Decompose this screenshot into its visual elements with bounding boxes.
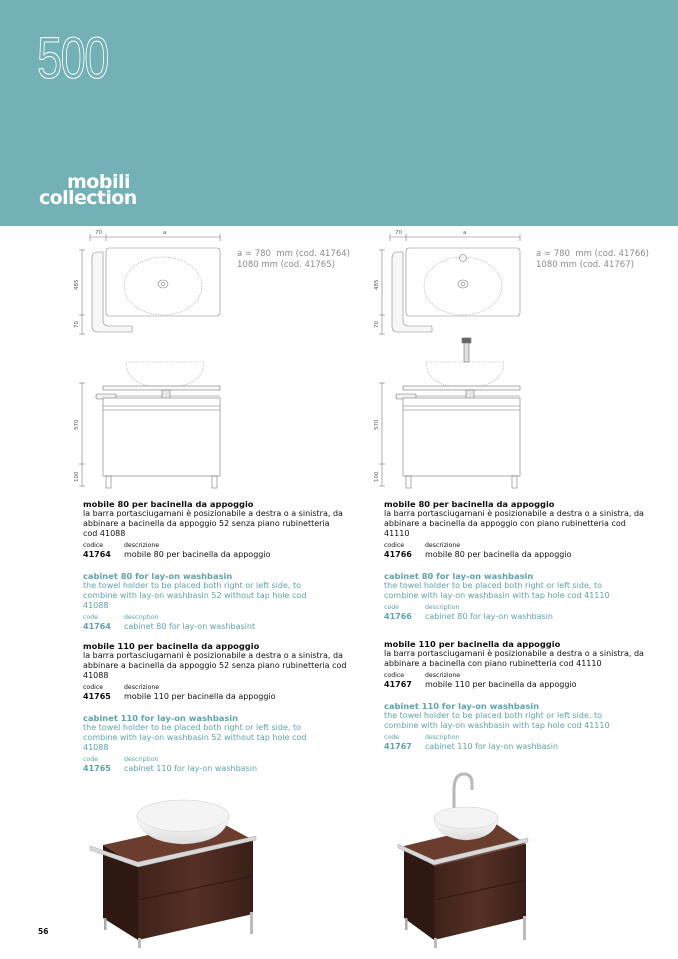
code-label: codice [384,542,405,549]
product-description: the towel holder to be placed both right or left side, to combine with lay-on washbasin with tap hole cod 41110 [384,711,610,730]
dim-label-top-2: a [163,230,167,236]
dim-label-side-3: 570 [74,419,80,430]
brand-logo [39,171,137,210]
description-label: descrizione [425,672,461,679]
product-title: cabinet 80 for lay-on washbasin [83,571,233,581]
product-code-description: mobile 110 per bacinella da appoggio [425,680,577,689]
product-description: la barra portasciugamani è posizionabile a destra o a sinistra, da abbinare a bacinella da appoggio con piano rubinetteria cod 41110 [384,509,644,538]
product-code-description: mobile 80 per bacinella da appoggio [425,550,572,559]
product-description: la barra portasciugamani è posizionabile a destra o a sinistra, da abbinare a bacinella da appoggio 52 senza piano rubinetteria cod 41088 [83,651,347,680]
code-label-row [83,542,373,550]
dim-label-top-2: a [463,230,467,236]
code-label-row [83,756,373,764]
description-label: description [425,604,460,611]
code-value-row [384,742,674,752]
page-number: 56 [38,927,49,936]
description-label: descrizione [124,542,160,549]
product-code-description: cabinet 80 for lay-on washbasin [425,612,553,621]
product-block-it [83,499,373,560]
hero-banner [0,0,678,226]
product-photo-right [376,768,558,948]
product-code: 41766 [384,550,412,559]
product-title: mobile 80 per bacinella da appoggio [384,499,555,509]
code-label: code [384,604,399,611]
product-code: 41767 [384,680,412,689]
brand-line-1: mobili [67,171,130,193]
product-code-description: mobile 80 per bacinella da appoggio [124,550,271,559]
product-code-description: cabinet 110 for lay-on washbasin [425,742,559,751]
product-code: 41764 [83,622,111,631]
product-code-description: cabinet 110 for lay-on washbasin [124,764,258,773]
dim-label-top-1: 70 [395,230,402,236]
product-title: mobile 80 per bacinella da appoggio [83,499,254,509]
series-number: 500 [37,26,108,91]
product-block-it [83,641,373,702]
size-note-right: a = 780 mm (cod. 41766) 1080 mm (cod. 41767) [536,249,649,270]
product-column-left [83,499,373,774]
description-label: descrizione [124,684,160,691]
code-label-row [384,672,674,680]
description-label: description [425,734,460,741]
product-title: cabinet 110 for lay-on washbasin [384,701,540,711]
product-code-description: cabinet 80 for lay-on washbasint [124,622,256,631]
code-value-row [83,622,373,632]
product-title: cabinet 80 for lay-on washbasin [384,571,534,581]
product-description: the towel holder to be placed both right or left side, to combine with lay-on washbasin 52 without tap hole cod 41088 [83,723,307,752]
product-code-description: mobile 110 per bacinella da appoggio [124,692,276,701]
code-label-row [83,684,373,692]
product-block-en [83,713,373,774]
size-note-left: a = 780 mm (cod. 41764) 1080 mm (cod. 41765) [237,249,350,270]
product-title: cabinet 110 for lay-on washbasin [83,713,239,723]
product-block-it [384,499,674,560]
product-block-en [384,571,674,622]
dim-label-side-2: 70 [374,321,380,328]
product-description: la barra portasciugamani è posizionabile a destra o a sinistra, da abbinare a bacinella con piano rubinetteria cod 41110 [384,649,644,668]
description-label: description [124,756,159,763]
code-label: codice [83,684,104,691]
code-value-row [384,550,674,560]
code-label-row [83,614,373,622]
product-code: 41765 [83,764,111,773]
code-label: codice [83,542,104,549]
code-label-row [384,734,674,742]
description-label: description [124,614,159,621]
dim-label-side-2: 70 [74,321,80,328]
product-block-en [384,701,674,752]
code-value-row [384,680,674,690]
code-label: codice [384,672,405,679]
brand-line-2: collection [39,187,137,210]
dim-label-side-4: 100 [374,471,380,482]
dim-label-side-1: 485 [374,279,380,290]
product-code: 41767 [384,742,412,751]
product-description: the towel holder to be placed both right or left side, to combine with lay-on washbasin 52 without tap hole cod 41088 [83,581,307,610]
dim-label-top-1: 70 [95,230,102,236]
code-value-row [83,550,373,560]
dim-label-side-1: 485 [74,279,80,290]
product-code: 41766 [384,612,412,621]
dim-label-side-3: 570 [374,419,380,430]
code-value-row [384,612,674,622]
product-description: the towel holder to be placed both right or left side, to combine with lay-on washbasin with tap hole cod 41110 [384,581,610,600]
code-label-row [384,604,674,612]
code-label: code [83,756,98,763]
product-photo-left [78,790,260,948]
code-label-row [384,542,674,550]
code-label: code [384,734,399,741]
code-value-row [83,764,373,774]
product-title: mobile 110 per bacinella da appoggio [83,641,260,651]
description-label: descrizione [425,542,461,549]
code-label: code [83,614,98,621]
dim-label-side-4: 100 [74,471,80,482]
product-column-right [384,499,674,752]
code-value-row [83,692,373,702]
product-title: mobile 110 per bacinella da appoggio [384,639,561,649]
product-block-en [83,571,373,632]
product-block-it [384,639,674,690]
product-description: la barra portasciugamani è posizionabile a destra o a sinistra, da abbinare a bacinella da appoggio 52 senza piano rubinetteria cod 41088 [83,509,343,538]
product-code: 41765 [83,692,111,701]
product-code: 41764 [83,550,111,559]
